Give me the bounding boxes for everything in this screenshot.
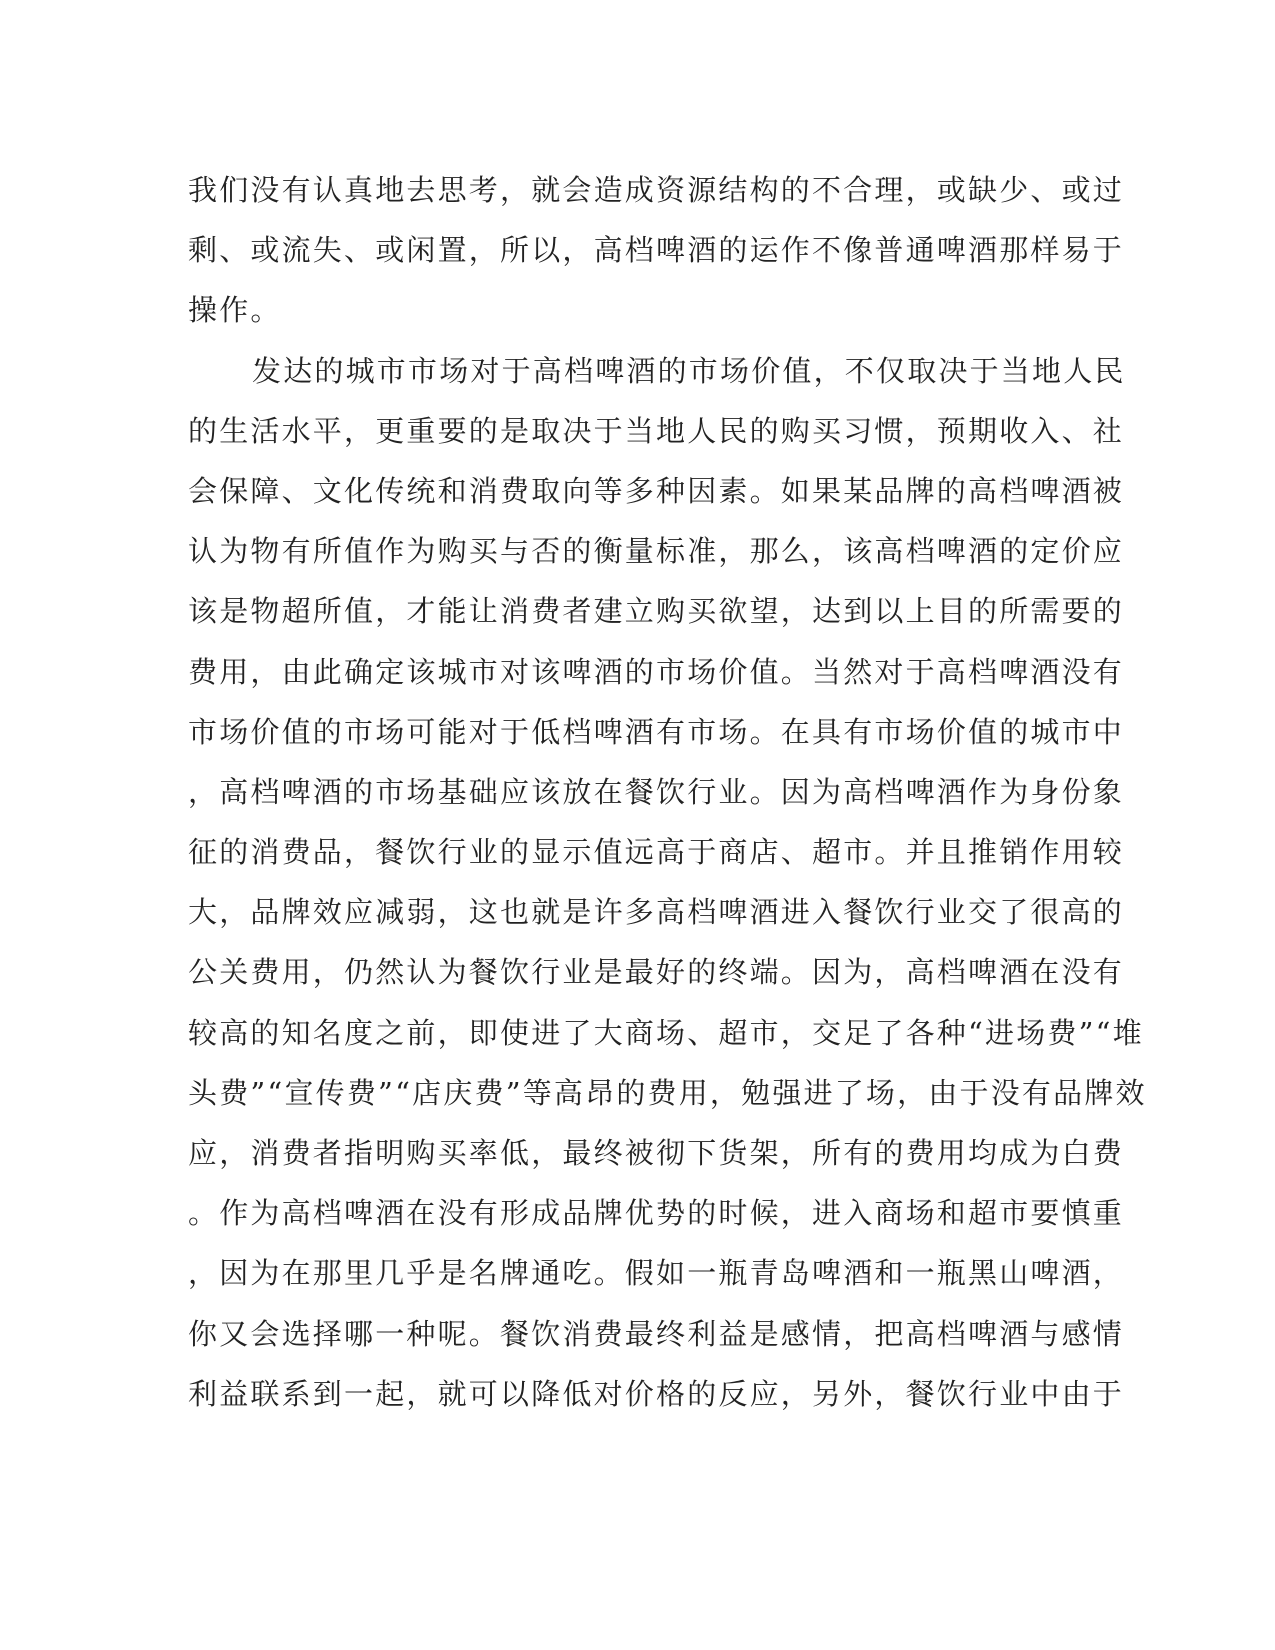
text-line: 我们没有认真地去思考，就会造成资源结构的不合理，或缺少、或过 [188, 173, 1125, 207]
text-line: 应，消费者指明购买率低，最终被彻下货架，所有的费用均成为白费 [188, 1136, 1125, 1170]
text-line: ，高档啤酒的市场基础应该放在餐饮行业。因为高档啤酒作为身份象 [188, 774, 1125, 809]
text-line: 操作。 [188, 293, 282, 328]
text-line: 该是物超所值，才能让消费者建立购买欲望，达到以上目的所需要的 [188, 594, 1125, 629]
text-line: 大，品牌效应减弱，这也就是许多高档啤酒进入餐饮行业交了很高的 [188, 895, 1125, 930]
text-line: 较高的知名度之前，即使进了大商场、超市，交足了各种“进场费”“堆 [188, 1015, 1144, 1050]
text-line: 头费”“宣传费”“店庆费”等高昂的费用，勉强进了场，由于没有品牌效 [188, 1075, 1147, 1110]
text-line: 费用，由此确定该城市对该啤酒的市场价值。当然对于高档啤酒没有 [188, 654, 1125, 689]
text-line: 征的消费品，餐饮行业的显示值远高于商店、超市。并且推销作用较 [188, 835, 1125, 870]
text-line: 公关费用，仍然认为餐饮行业是最好的终端。因为，高档啤酒在没有 [188, 955, 1125, 990]
text-line: 剩、或流失、或闲置，所以，高档啤酒的运作不像普通啤酒那样易于 [188, 233, 1125, 268]
text-line: 认为物有所值作为购买与否的衡量标准，那么，该高档啤酒的定价应 [188, 534, 1125, 569]
text-line: 市场价值的市场可能对于低档啤酒有市场。在具有市场价值的城市中 [188, 714, 1125, 749]
text-line: 的生活水平，更重要的是取决于当地人民的购买习惯，预期收入、社 [188, 413, 1125, 448]
paragraph-first-line: 发达的城市市场对于高档啤酒的市场价值，不仅取决于当地人民 [252, 353, 1126, 388]
body-text [188, 160, 1147, 1424]
text-line: 你又会选择哪一种呢。餐饮消费最终利益是感情，把高档啤酒与感情 [188, 1316, 1125, 1351]
text-line: 利益联系到一起，就可以降低对价格的反应，另外，餐饮行业中由于 [188, 1376, 1125, 1411]
text-line: 。作为高档啤酒在没有形成品牌优势的时候，进入商场和超市要慎重 [188, 1196, 1125, 1231]
text-line: 会保障、文化传统和消费取向等多种因素。如果某品牌的高档啤酒被 [188, 473, 1125, 508]
text-line: ，因为在那里几乎是名牌通吃。假如一瓶青岛啤酒和一瓶黑山啤酒， [188, 1256, 1125, 1291]
